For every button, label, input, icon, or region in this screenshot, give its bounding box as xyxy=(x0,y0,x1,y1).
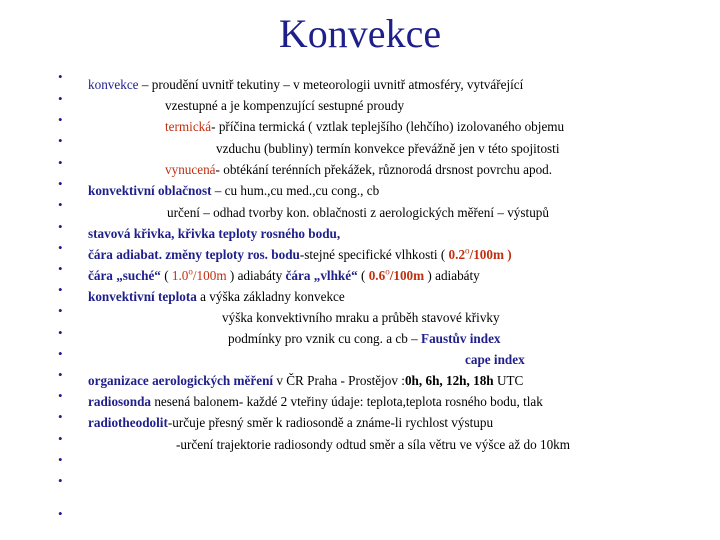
text-run: radiotheodolit xyxy=(88,415,168,430)
text-run: termická xyxy=(165,119,212,134)
bullet-icon: • xyxy=(58,133,63,148)
text-run: o xyxy=(465,245,470,256)
slide-title: Konvekce xyxy=(278,11,442,56)
text-run: - příčina termická ( vztlak teplejšího (lehčího) izolovaného objemu xyxy=(211,119,565,134)
bullet-icon: • xyxy=(58,112,63,127)
text-run: vynucená xyxy=(165,162,216,177)
text-run: - obtékání terénních překážek, různorodá drsnost povrchu apod. xyxy=(215,162,553,177)
text-run: ) adiabáty xyxy=(424,268,480,283)
text-line xyxy=(216,141,560,157)
text-run: /100m xyxy=(389,268,425,283)
bullet-icon: • xyxy=(58,506,63,521)
text-run: -stejné specifické vlhkosti ( xyxy=(299,247,449,262)
text-run: konvektivní teplota xyxy=(88,289,197,304)
text-run: konvektivní oblačnost xyxy=(88,183,212,198)
text-run: o xyxy=(188,266,193,277)
text-run: 0.6 xyxy=(368,268,386,283)
text-run: o xyxy=(385,266,390,277)
text-run: ( xyxy=(160,268,172,283)
text-line xyxy=(88,373,523,389)
text-run: nesená balonem- každé 2 vteřiny údaje: teplota,teplota rosného bodu, tlak xyxy=(151,394,543,409)
text-run: /100m xyxy=(192,268,227,283)
text-line xyxy=(88,415,493,431)
text-run: /100m ) xyxy=(469,247,512,262)
bullet-icon: • xyxy=(58,367,63,382)
text-run: vzduchu (bubliny) termín konvekce převážně jen v této spojitosti xyxy=(216,141,560,156)
bullet-icon: • xyxy=(58,388,63,403)
text-run: radiosonda xyxy=(88,394,152,409)
text-run: určení – odhad tvorby kon. oblačnosti z aerologických měření – výstupů xyxy=(167,205,549,220)
bullet-icon: • xyxy=(58,452,63,467)
bullet-icon: • xyxy=(58,261,63,276)
bullet-icon: • xyxy=(58,303,63,318)
bullet-icon: • xyxy=(58,240,63,255)
text-line xyxy=(88,268,480,284)
text-run: organizace aerologických měření xyxy=(88,373,274,388)
text-line xyxy=(88,289,345,305)
text-run: – cu hum.,cu med.,cu cong., cb xyxy=(211,183,380,198)
text-run: čára adiabat. změny teploty ros. bodu xyxy=(88,247,300,262)
text-run: -určuje přesný směr k radiosondě a známe-li rychlost výstupu xyxy=(167,415,494,430)
text-line xyxy=(228,331,501,347)
bullet-icon: • xyxy=(58,69,63,84)
text-line xyxy=(465,352,525,368)
bullet-icon: • xyxy=(58,473,63,488)
text-line xyxy=(88,77,523,93)
bullet-icon: • xyxy=(58,176,63,191)
text-line xyxy=(88,226,340,242)
text-run: ) adiabáty xyxy=(226,268,286,283)
text-line xyxy=(88,183,379,199)
bullet-icon: • xyxy=(58,197,63,212)
text-run: 1.0 xyxy=(171,268,189,283)
text-run: – proudění uvnitř tekutiny – v meteorologii uvnitř atmosféry, vytvářející xyxy=(138,77,524,92)
text-line xyxy=(88,247,512,263)
text-run: cape index xyxy=(465,352,525,367)
bullet-icon: • xyxy=(58,282,63,297)
text-line xyxy=(165,98,404,114)
text-run: a výška základny konvekce xyxy=(196,289,345,304)
text-line xyxy=(167,205,549,221)
text-run: výška konvektivního mraku a průběh stavové křivky xyxy=(222,310,500,325)
text-run: 0.2 xyxy=(448,247,466,262)
text-run: v ČR Praha - Prostějov : xyxy=(273,373,405,388)
text-run: čára „suché“ xyxy=(88,268,161,283)
text-run: Faustův index xyxy=(421,331,501,346)
text-run: čára „vlhké“ xyxy=(285,268,358,283)
bullet-icon: • xyxy=(58,431,63,446)
text-line xyxy=(176,437,570,453)
bullet-icon: • xyxy=(58,219,63,234)
text-run: UTC xyxy=(493,373,524,388)
text-run: -určení trajektorie radiosondy odtud směr a síla větru ve výšce až do 10km xyxy=(176,437,571,452)
text-line xyxy=(88,394,543,410)
text-run: podmínky pro vznik cu cong. a cb – xyxy=(228,331,422,346)
text-line xyxy=(222,310,500,326)
text-line xyxy=(165,162,552,178)
bullet-icon: • xyxy=(58,91,63,106)
text-run: ( xyxy=(357,268,369,283)
bullet-icon: • xyxy=(58,346,63,361)
text-run: stavová křivka, křivka teploty rosného bodu, xyxy=(88,226,341,241)
bullet-icon: • xyxy=(58,155,63,170)
text-run: 0h, 6h, 12h, 18h xyxy=(404,373,494,388)
text-line xyxy=(165,119,564,135)
bullet-icon: • xyxy=(58,325,63,340)
text-run: konvekce xyxy=(88,77,139,92)
text-run: vzestupné a je kompenzující sestupné proudy xyxy=(165,98,405,113)
bullet-icon: • xyxy=(58,409,63,424)
